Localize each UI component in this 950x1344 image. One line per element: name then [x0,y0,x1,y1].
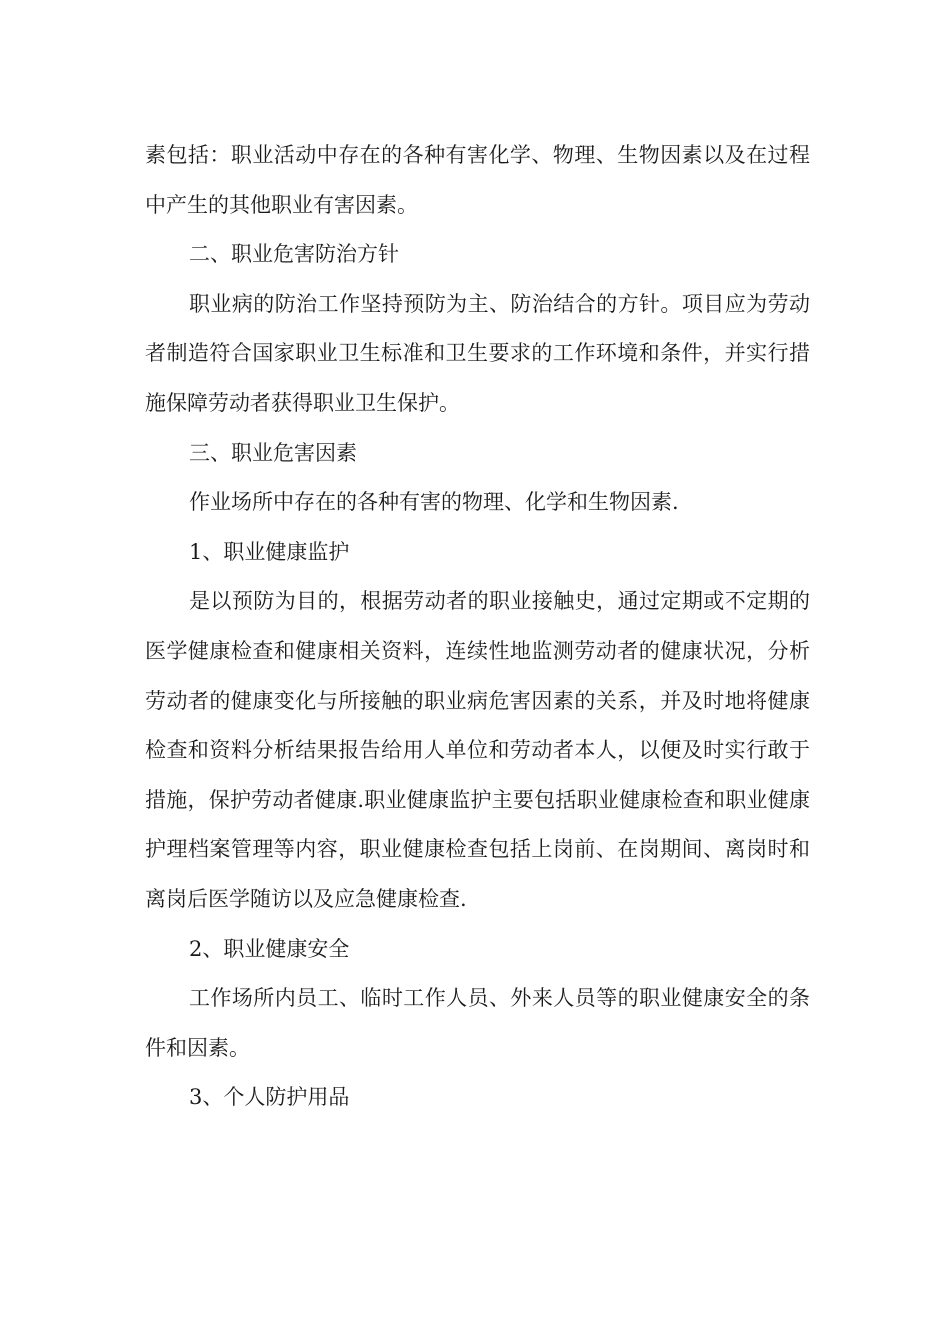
subheading-ppe: 3、个人防护用品 [189,1085,350,1110]
paragraph-hazard-factors: 作业场所中存在的各种有害的物理、化学和生物因素. [189,490,679,515]
paragraph-health-safety: 工作场所内员工、临时工作人员、外来人员等的职业健康安全的条件和因素。 [145,986,810,1060]
paragraph-policy: 职业病的防治工作坚持预防为主、防治结合的方针。项目应为劳动者制造符合国家职业卫生标准和卫生要求的工作环境和条件，并实行措施保障劳动者获得职业卫生保护。 [145,291,810,415]
subheading-health-monitoring: 1、职业健康监护 [189,539,350,564]
subheading-health-safety: 2、职业健康安全 [189,936,350,961]
document-body [145,131,810,1123]
paragraph-health-monitoring: 是以预防为目的，根据劳动者的职业接触史，通过定期或不定期的医学健康检查和健康相关资料，连续性地监测劳动者的健康状况，分析劳动者的健康变化与所接触的职业病危害因素的关系，并及时地将健康检查和资料分析结果报告给用人单位和劳动者本人，以便及时实行敢于措施，保护劳动者健康.职业健康监护主要包括职业健康检查和职业健康护理档案管理等内容，职业健康检查包括上岗前、在岗期间、离岗时和离岗后医学随访以及应急健康检查. [145,589,810,911]
section-heading-3: 三、职业危害因素 [189,440,357,465]
section-heading-2: 二、职业危害防治方针 [189,242,399,267]
paragraph-continuation: 素包括：职业活动中存在的各种有害化学、物理、生物因素以及在过程中产生的其他职业有害因素。 [145,143,810,217]
